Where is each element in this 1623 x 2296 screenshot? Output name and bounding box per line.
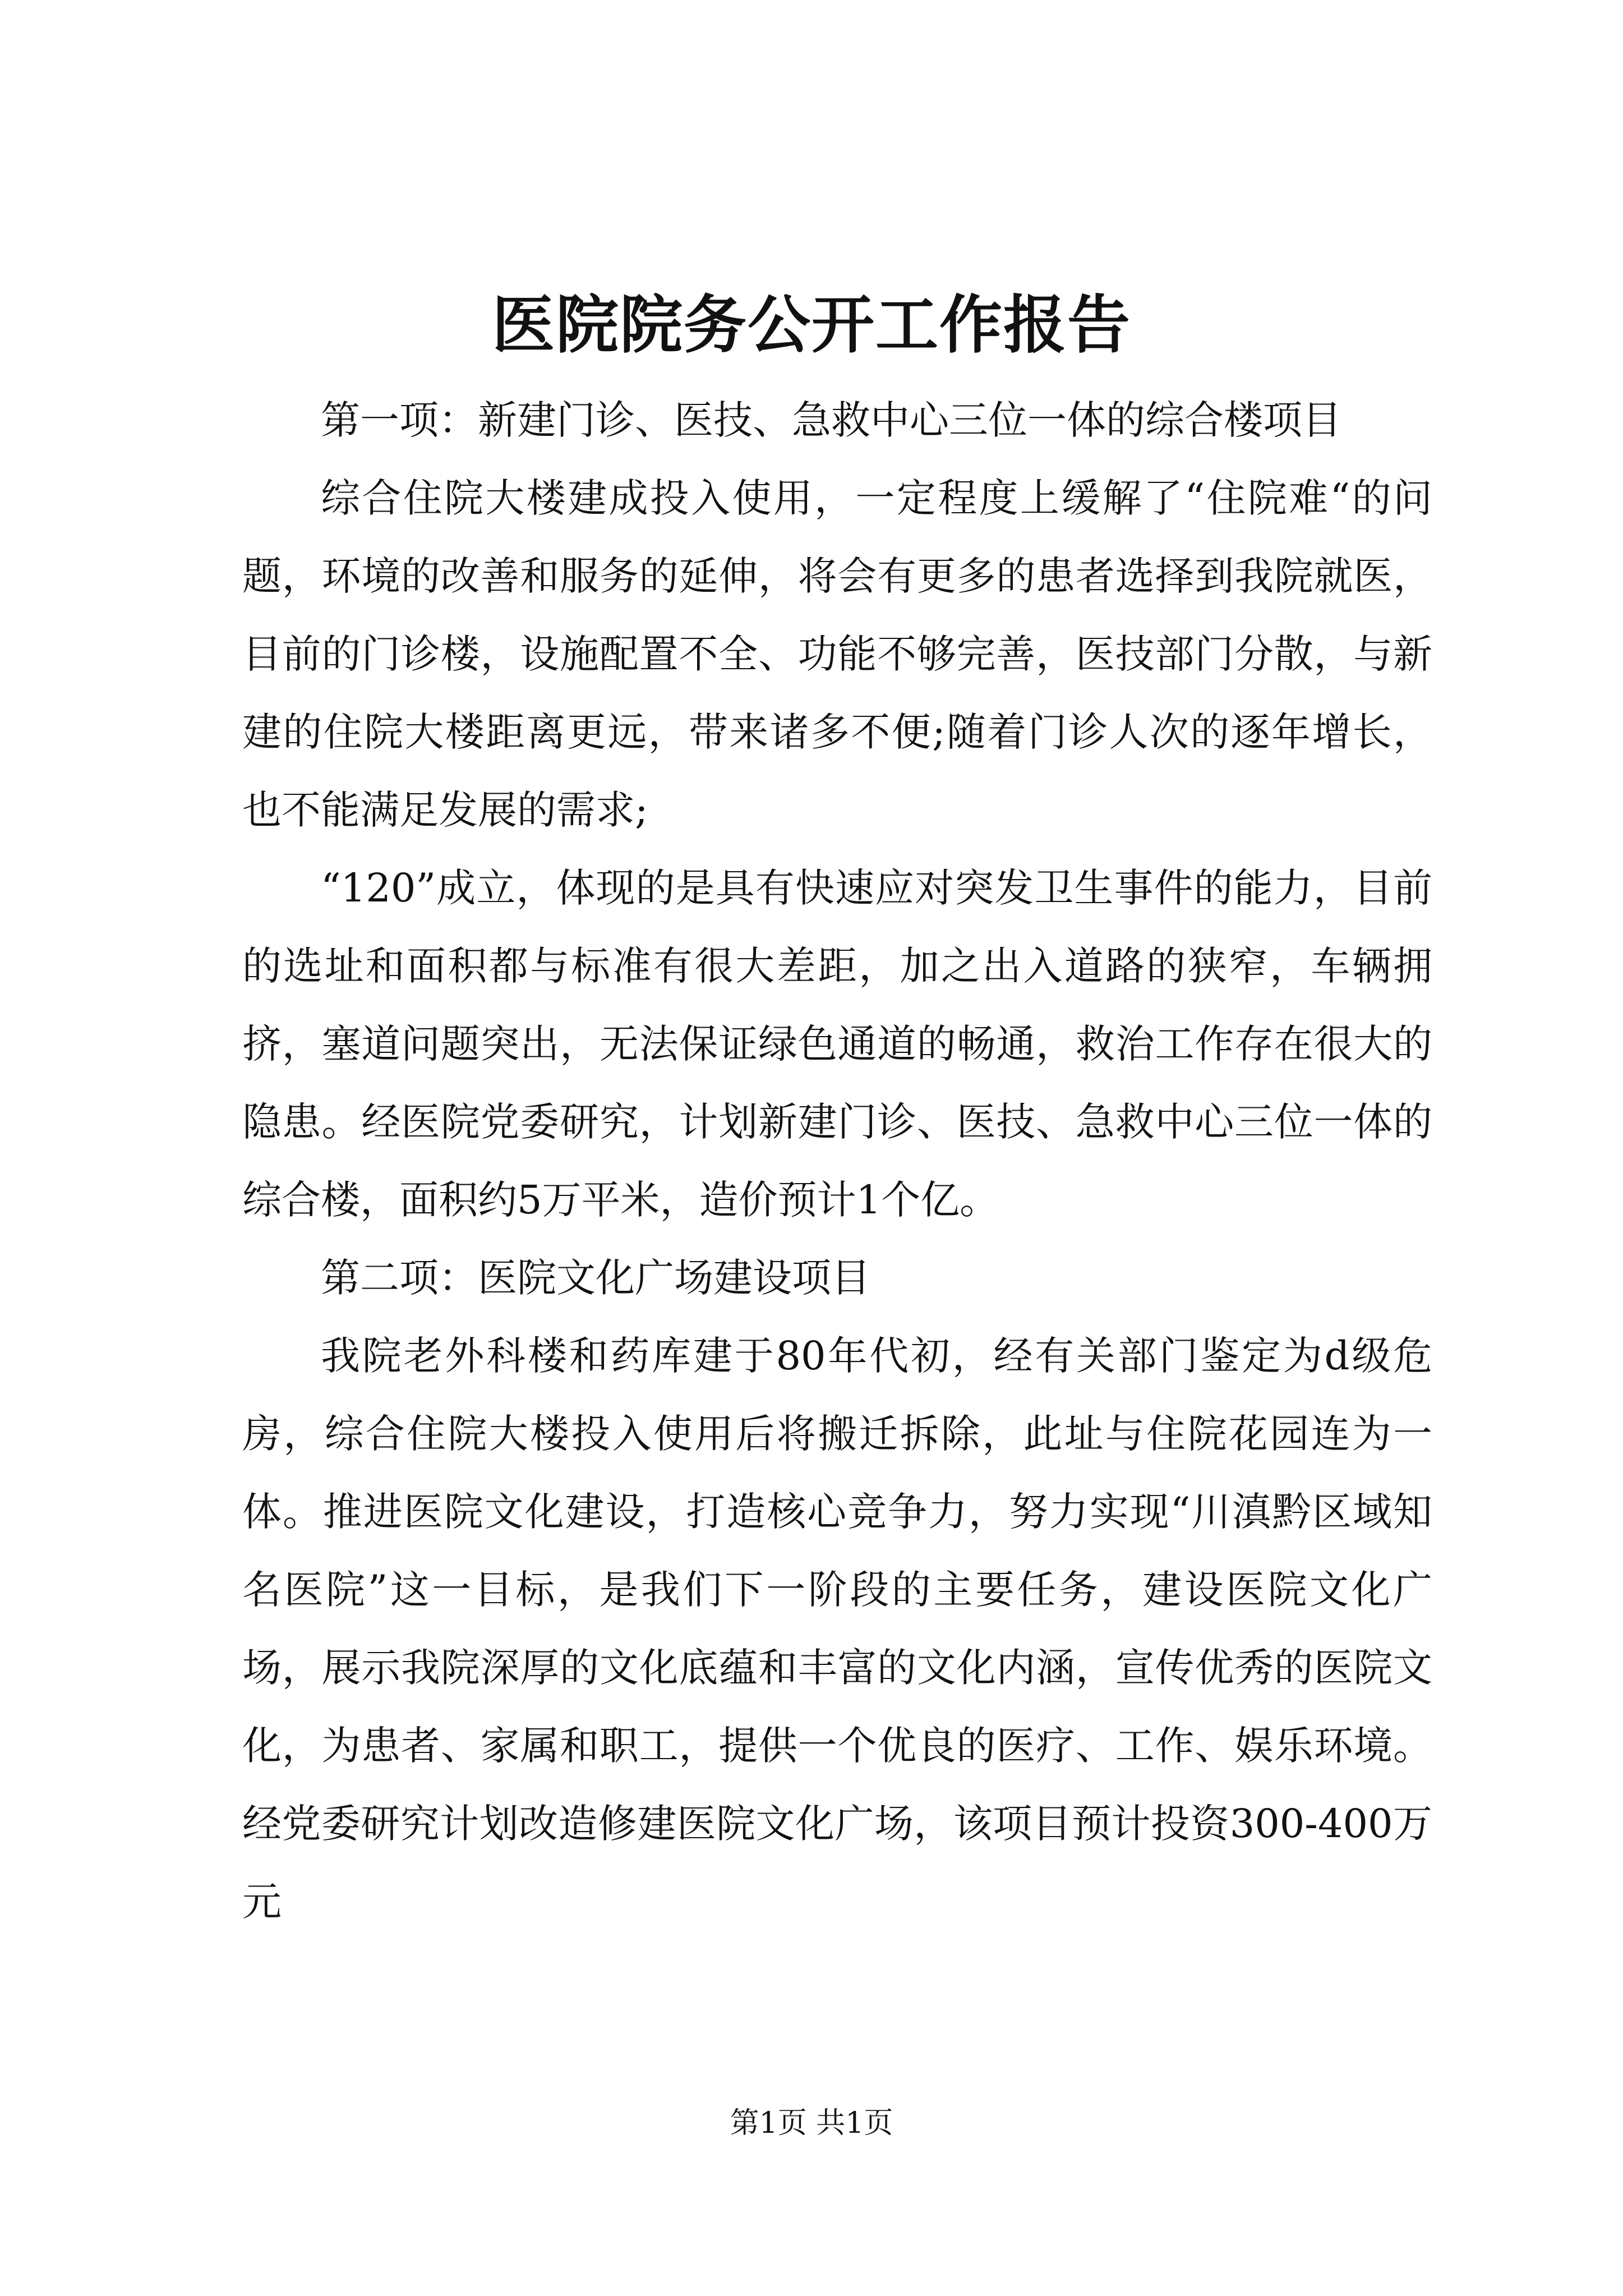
paragraph-project-two-heading: 第二项：医院文化广场建设项目: [321, 1255, 870, 1301]
paragraph-emergency-center: “120”成立，体现的是具有快速应对突发卫生事件的能力，目前的选址和面积都与标准有很大差距，加之出入道路的狭窄，车辆拥挤，塞道问题突出，无法保证绿色通道的畅通，救治工作存在很大的隐患。经医院党委研究，计划新建门诊、医技、急救中心三位一体的综合楼，面积约5万平米，造价预计1个亿。: [242, 865, 1432, 1223]
paragraph-inpatient-building: 综合住院大楼建成投入使用，一定程度上缓解了“住院难“的问题，环境的改善和服务的延伸，将会有更多的患者选择到我院就医，目前的门诊楼，设施配置不全、功能不够完善，医技部门分散，与新建的住院大楼距离更远，带来诸多不便;随着门诊人次的逐年增长，也不能满足发展的需求;: [242, 475, 1432, 833]
document-body: [242, 381, 1432, 1941]
paragraph-project-one-heading: 第一项：新建门诊、医技、急救中心三位一体的综合楼项目: [321, 397, 1341, 443]
page-footer: 第1页 共1页: [730, 2106, 893, 2140]
paragraph-culture-plaza: 我院老外科楼和药库建于80年代初，经有关部门鉴定为d级危房，综合住院大楼投入使用后将搬迁拆除，此址与住院花园连为一体。推进医院文化建设，打造核心竞争力，努力实现“川滇黔区域知名医院”这一目标，是我们下一阶段的主要任务，建设医院文化广场，展示我院深厚的文化底蕴和丰富的文化内涵，宣传优秀的医院文化，为患者、家属和职工，提供一个优良的医疗、工作、娱乐环境。经党委研究计划改造修建医院文化广场，该项目预计投资300-400万元: [242, 1333, 1432, 1925]
document-title: 医院院务公开工作报告: [492, 288, 1131, 362]
